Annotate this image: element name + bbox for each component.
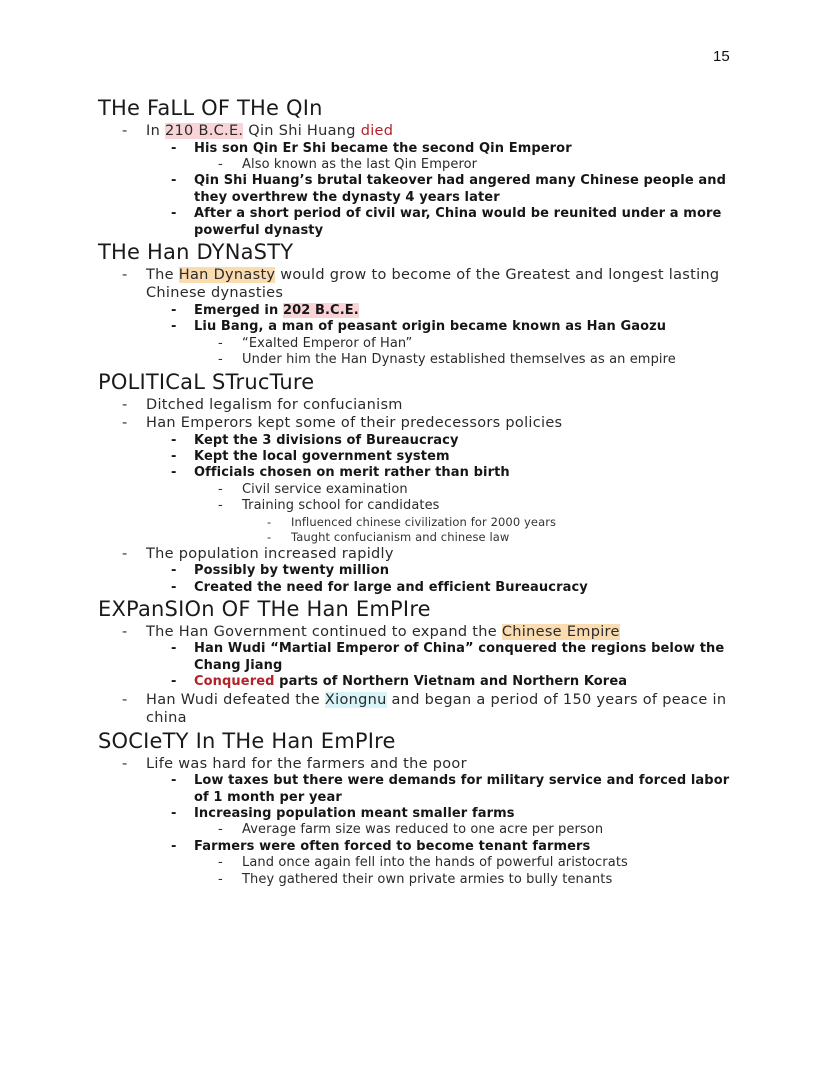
heading-society: SOCIeTY In THe Han EmPIre bbox=[98, 728, 396, 753]
list-item: - “Exalted Emperor of Han” bbox=[194, 336, 748, 352]
heading-expansion: EXPanSIOn OF THe Han EmPIre bbox=[98, 596, 431, 621]
list-item: - Influenced chinese civilization for 2000 years bbox=[242, 515, 748, 530]
highlight-date: 202 B.C.E. bbox=[282, 302, 359, 318]
list-item: - Under him the Han Dynasty established themselves as an empire bbox=[194, 352, 748, 368]
list-item: - In 210 B.C.E. Qin Shi Huang died - His son Qin Er Shi became the second Qin Emperor - Also known as the last Qin Emperor - Qin Shi Huang’s brutal takeover had angered many Chinese people and they overthrew the dynasty 4 years later - After a short period of civil war, China would be reunited under a more powerful dynasty bbox=[98, 122, 748, 239]
list-item: - Life was hard for the farmers and the poor - Low taxes but there were demands for military service and forced labor of 1 month per year - Increasing population meant smaller farms - Average farm size was reduced to one acre per person - Farmers were often forced to become tenant farmers - Land once again fell into the hands of powerful aristocrats - They gathered their own private armies to bully tenants bbox=[98, 755, 748, 888]
list-item: - His son Qin Er Shi became the second Qin Emperor - Also known as the last Qin Emperor bbox=[146, 141, 748, 174]
list-item: - Qin Shi Huang’s brutal takeover had angered many Chinese people and they overthrew the dynasty 4 years later bbox=[146, 173, 748, 206]
highlight-term: Chinese Empire bbox=[501, 623, 620, 640]
list-item: - Also known as the last Qin Emperor bbox=[194, 157, 748, 173]
list-item: - Emerged in 202 B.C.E. bbox=[146, 303, 748, 319]
list-item: - The Han Government continued to expand the Chinese Empire - Han Wudi “Martial Emperor of China” conquered the regions below the Chang Jiang - Conquered parts of Northern Vietnam and Northern Korea bbox=[98, 623, 748, 691]
list-item: - Training school for candidates - Influenced chinese civilization for 2000 years - Taught confucianism and chinese law bbox=[194, 498, 748, 544]
list bbox=[98, 122, 748, 239]
list-item: - Han Wudi “Martial Emperor of China” conquered the regions below the Chang Jiang bbox=[146, 641, 748, 674]
list-item: - Conquered parts of Northern Vietnam and Northern Korea bbox=[146, 674, 748, 690]
document-body bbox=[98, 95, 748, 888]
list-item: - Kept the local government system bbox=[146, 449, 748, 465]
list-item: - Kept the 3 divisions of Bureaucracy bbox=[146, 433, 748, 449]
list-item: - They gathered their own private armies to bully tenants bbox=[194, 872, 748, 888]
list-item: - Low taxes but there were demands for military service and forced labor of 1 month per year bbox=[146, 773, 748, 806]
list-item: - Officials chosen on merit rather than birth - Civil service examination - Training school for candidates - Influenced chinese civilization for 2000 years - Taught confucianism and chinese law bbox=[146, 465, 748, 544]
list-item: - Han Wudi defeated the Xiongnu and began a period of 150 years of peace in china bbox=[98, 691, 748, 728]
list-item: - The Han Dynasty would grow to become of the Greatest and longest lasting Chinese dynasties - Emerged in 202 B.C.E. - Liu Bang, a man of peasant origin became known as Han Gaozu - “Exalted Emperor of Han” - Under him the Han Dynasty established themselves as an empire bbox=[98, 266, 748, 369]
highlight-term: Han Dynasty bbox=[178, 266, 276, 283]
heading-han-dynasty: THe Han DYNaSTY bbox=[98, 239, 294, 264]
highlight-term: Xiongnu bbox=[324, 691, 387, 708]
list-item: - Civil service examination bbox=[194, 482, 748, 498]
list-item: - Han Emperors kept some of their predecessors policies - Kept the 3 divisions of Bureaucracy - Kept the local government system - Officials chosen on merit rather than birth - Civil service examination - Training school for candidates - Influenced chinese civilization for 2000 years - Taught confucianism and chinese law bbox=[98, 414, 748, 545]
list-item: - Increasing population meant smaller farms - Average farm size was reduced to one acre per person bbox=[146, 806, 748, 839]
list-item: - Liu Bang, a man of peasant origin became known as Han Gaozu - “Exalted Emperor of Han” - Under him the Han Dynasty established themselves as an empire bbox=[146, 319, 748, 368]
heading-fall-of-qin: THe FaLL OF THe QIn bbox=[98, 96, 323, 120]
list-item: - Average farm size was reduced to one acre per person bbox=[194, 822, 748, 838]
heading-political-structure: POLITICaL STrucTure bbox=[98, 369, 315, 394]
list-item: - Created the need for large and efficient Bureaucracy bbox=[146, 580, 748, 596]
red-text: died bbox=[360, 123, 394, 139]
list-item: - Possibly by twenty million bbox=[146, 563, 748, 579]
list-item: - Farmers were often forced to become tenant farmers - Land once again fell into the hands of powerful aristocrats - They gathered their own private armies to bully tenants bbox=[146, 839, 748, 888]
list-item: - Land once again fell into the hands of powerful aristocrats bbox=[194, 855, 748, 871]
list-item: - Ditched legalism for confucianism bbox=[98, 396, 748, 415]
page-number: 15 bbox=[713, 48, 730, 65]
list-item: - After a short period of civil war, China would be reunited under a more powerful dynasty bbox=[146, 206, 748, 239]
red-text: Conquered bbox=[194, 674, 275, 690]
list-item: - The population increased rapidly - Possibly by twenty million - Created the need for large and efficient Bureaucracy bbox=[98, 545, 748, 596]
highlight-date: 210 B.C.E. bbox=[164, 123, 244, 139]
list-item: - Taught confucianism and chinese law bbox=[242, 530, 748, 545]
